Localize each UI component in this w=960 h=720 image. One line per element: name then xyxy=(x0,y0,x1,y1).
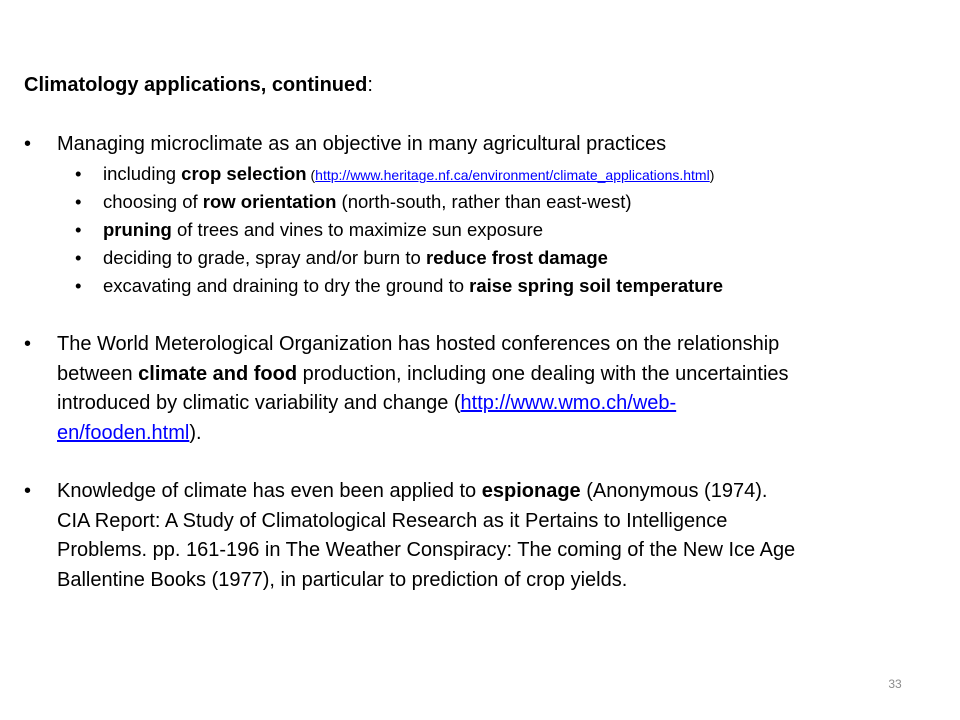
sub-bullet-marker: • xyxy=(75,163,82,184)
sub-bold: row orientation xyxy=(202,191,337,212)
sub-text-post: of trees and vines to maximize sun exposure xyxy=(171,219,544,240)
bullet-marker: • xyxy=(24,480,32,502)
sub-bullet-marker: • xyxy=(75,191,82,212)
sub-bullet-marker: • xyxy=(75,247,82,268)
bullet-line-4-post: ). xyxy=(189,421,202,444)
bullet-line-1-pre: Knowledge of climate has even been applied to xyxy=(57,480,482,502)
bullet-espionage xyxy=(24,477,924,595)
bullet-text: Managing microclimate as an objective in many agricultural practices xyxy=(57,133,667,155)
bullet-wmo-conferences xyxy=(24,330,924,448)
bullet-marker: • xyxy=(24,133,32,155)
bullet-line-3-pre: introduced by climatic variability and change ( xyxy=(57,392,461,414)
bullet-line-2-post: production, including one dealing with the uncertainties xyxy=(297,362,789,385)
wmo-link-part-1[interactable]: http://www.wmo.ch/web- xyxy=(460,392,677,414)
slide-heading xyxy=(24,72,373,98)
sub-text: excavating and draining to dry the ground to xyxy=(103,275,470,296)
sub-bullet-row-orientation xyxy=(75,187,935,217)
sub-bold: pruning xyxy=(103,219,172,240)
sub-bold: raise spring soil temperature xyxy=(469,275,724,296)
bullet-line-1-bold: espionage xyxy=(481,480,581,502)
bullet-line-1-post: (Anonymous (1974). xyxy=(580,480,768,502)
sub-bullet-soil-temperature xyxy=(75,271,935,301)
bullet-line-2-bold: climate and food xyxy=(138,362,298,385)
wmo-link-part-2[interactable]: en/fooden.html xyxy=(57,421,190,444)
sub-bold: reduce frost damage xyxy=(425,247,608,268)
sub-bullet-marker: • xyxy=(75,219,82,240)
sub-text: choosing of xyxy=(103,191,203,212)
bullet-line-4: Ballentine Books (1977), in particular to prediction of crop yields. xyxy=(57,568,628,591)
sub-text-post: (north-south, rather than east-west) xyxy=(336,191,632,212)
bullet-line-1: The World Meterological Organization has hosted conferences on the relationship xyxy=(57,333,780,355)
sub-bullet-marker: • xyxy=(75,275,82,296)
bullet-line-2-pre: between xyxy=(57,362,139,385)
sub-text: including xyxy=(103,163,182,184)
page-number: 33 xyxy=(888,677,902,691)
bullet-marker: • xyxy=(24,333,32,355)
bullet-managing-microclimate xyxy=(24,130,924,160)
sub-bold: crop selection xyxy=(181,163,307,184)
bullet-line-2: CIA Report: A Study of Climatological Research as it Pertains to Intelligence xyxy=(57,509,728,532)
bullet-line-3: Problems. pp. 161-196 in The Weather Conspiracy: The coming of the New Ice Age xyxy=(57,539,796,561)
heading-colon: : xyxy=(367,74,373,96)
sub-bullet-frost-damage xyxy=(75,243,935,273)
paren-close: ) xyxy=(709,167,715,183)
heritage-link[interactable]: http://www.heritage.nf.ca/environment/climate_applications.html xyxy=(315,167,710,183)
heading-text: Climatology applications, continued xyxy=(24,74,368,96)
sub-bullet-pruning xyxy=(75,215,935,245)
sub-text: deciding to grade, spray and/or burn to xyxy=(103,247,426,268)
paren-open: ( xyxy=(306,167,316,183)
sub-bullet-crop-selection xyxy=(75,159,935,190)
